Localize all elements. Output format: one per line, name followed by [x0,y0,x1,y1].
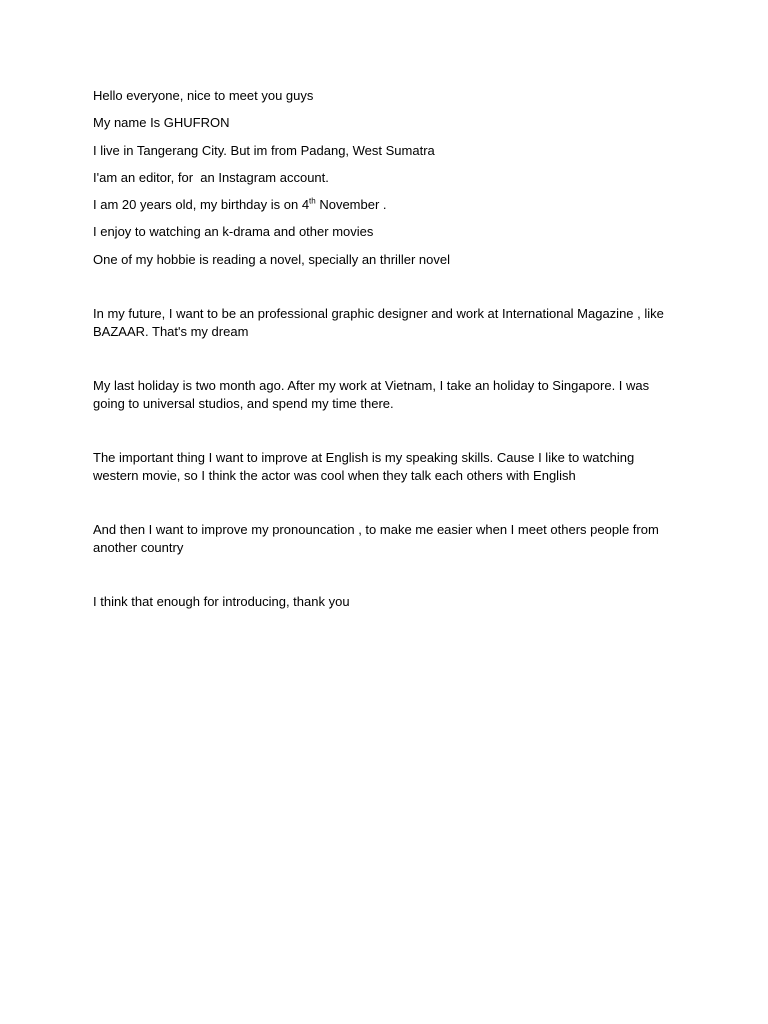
greeting-line: Hello everyone, nice to meet you guys [93,88,314,103]
document-page [93,87,683,611]
occupation-line: I'am an editor, for an Instagram account. [93,169,329,185]
birthday-ordinal: th [309,196,316,206]
paragraph-gap [93,485,683,521]
english-paragraph: The important thing I want to improve at English is my speaking skills. Cause I like to watching western movie, so I think the actor was cool when they talk each others with English [93,449,638,483]
future-paragraph: In my future, I want to be an professional graphic designer and work at International Magazine , like BAZAAR. That's my dream [93,305,668,339]
kdrama-line: I enjoy to watching an k-drama and other movies [93,224,374,240]
birthday-suffix: November . [315,197,387,213]
residence-line: I live in Tangerang City. But im from Padang, West Sumatra [93,142,435,158]
paragraph-gap [93,413,683,449]
pronunciation-paragraph: And then I want to improve my pronouncation , to make me easier when I meet others people from another country [93,521,663,555]
name-line: My name Is GHUFRON [93,115,230,131]
birthday-prefix: I am 20 years old, my birthday is on 4 [93,197,310,213]
paragraph-gap [93,341,683,377]
holiday-paragraph: My last holiday is two month ago. After my work at Vietnam, I take an holiday to Singapore. I was going to universal studios, and spend my time there. [93,377,653,411]
birthday-line [93,196,683,214]
paragraph-gap [93,557,683,593]
paragraph-gap [93,269,683,305]
hobby-line: One of my hobbie is reading a novel, specially an thriller novel [93,251,450,267]
closing-paragraph: I think that enough for introducing, thank you [93,593,350,609]
